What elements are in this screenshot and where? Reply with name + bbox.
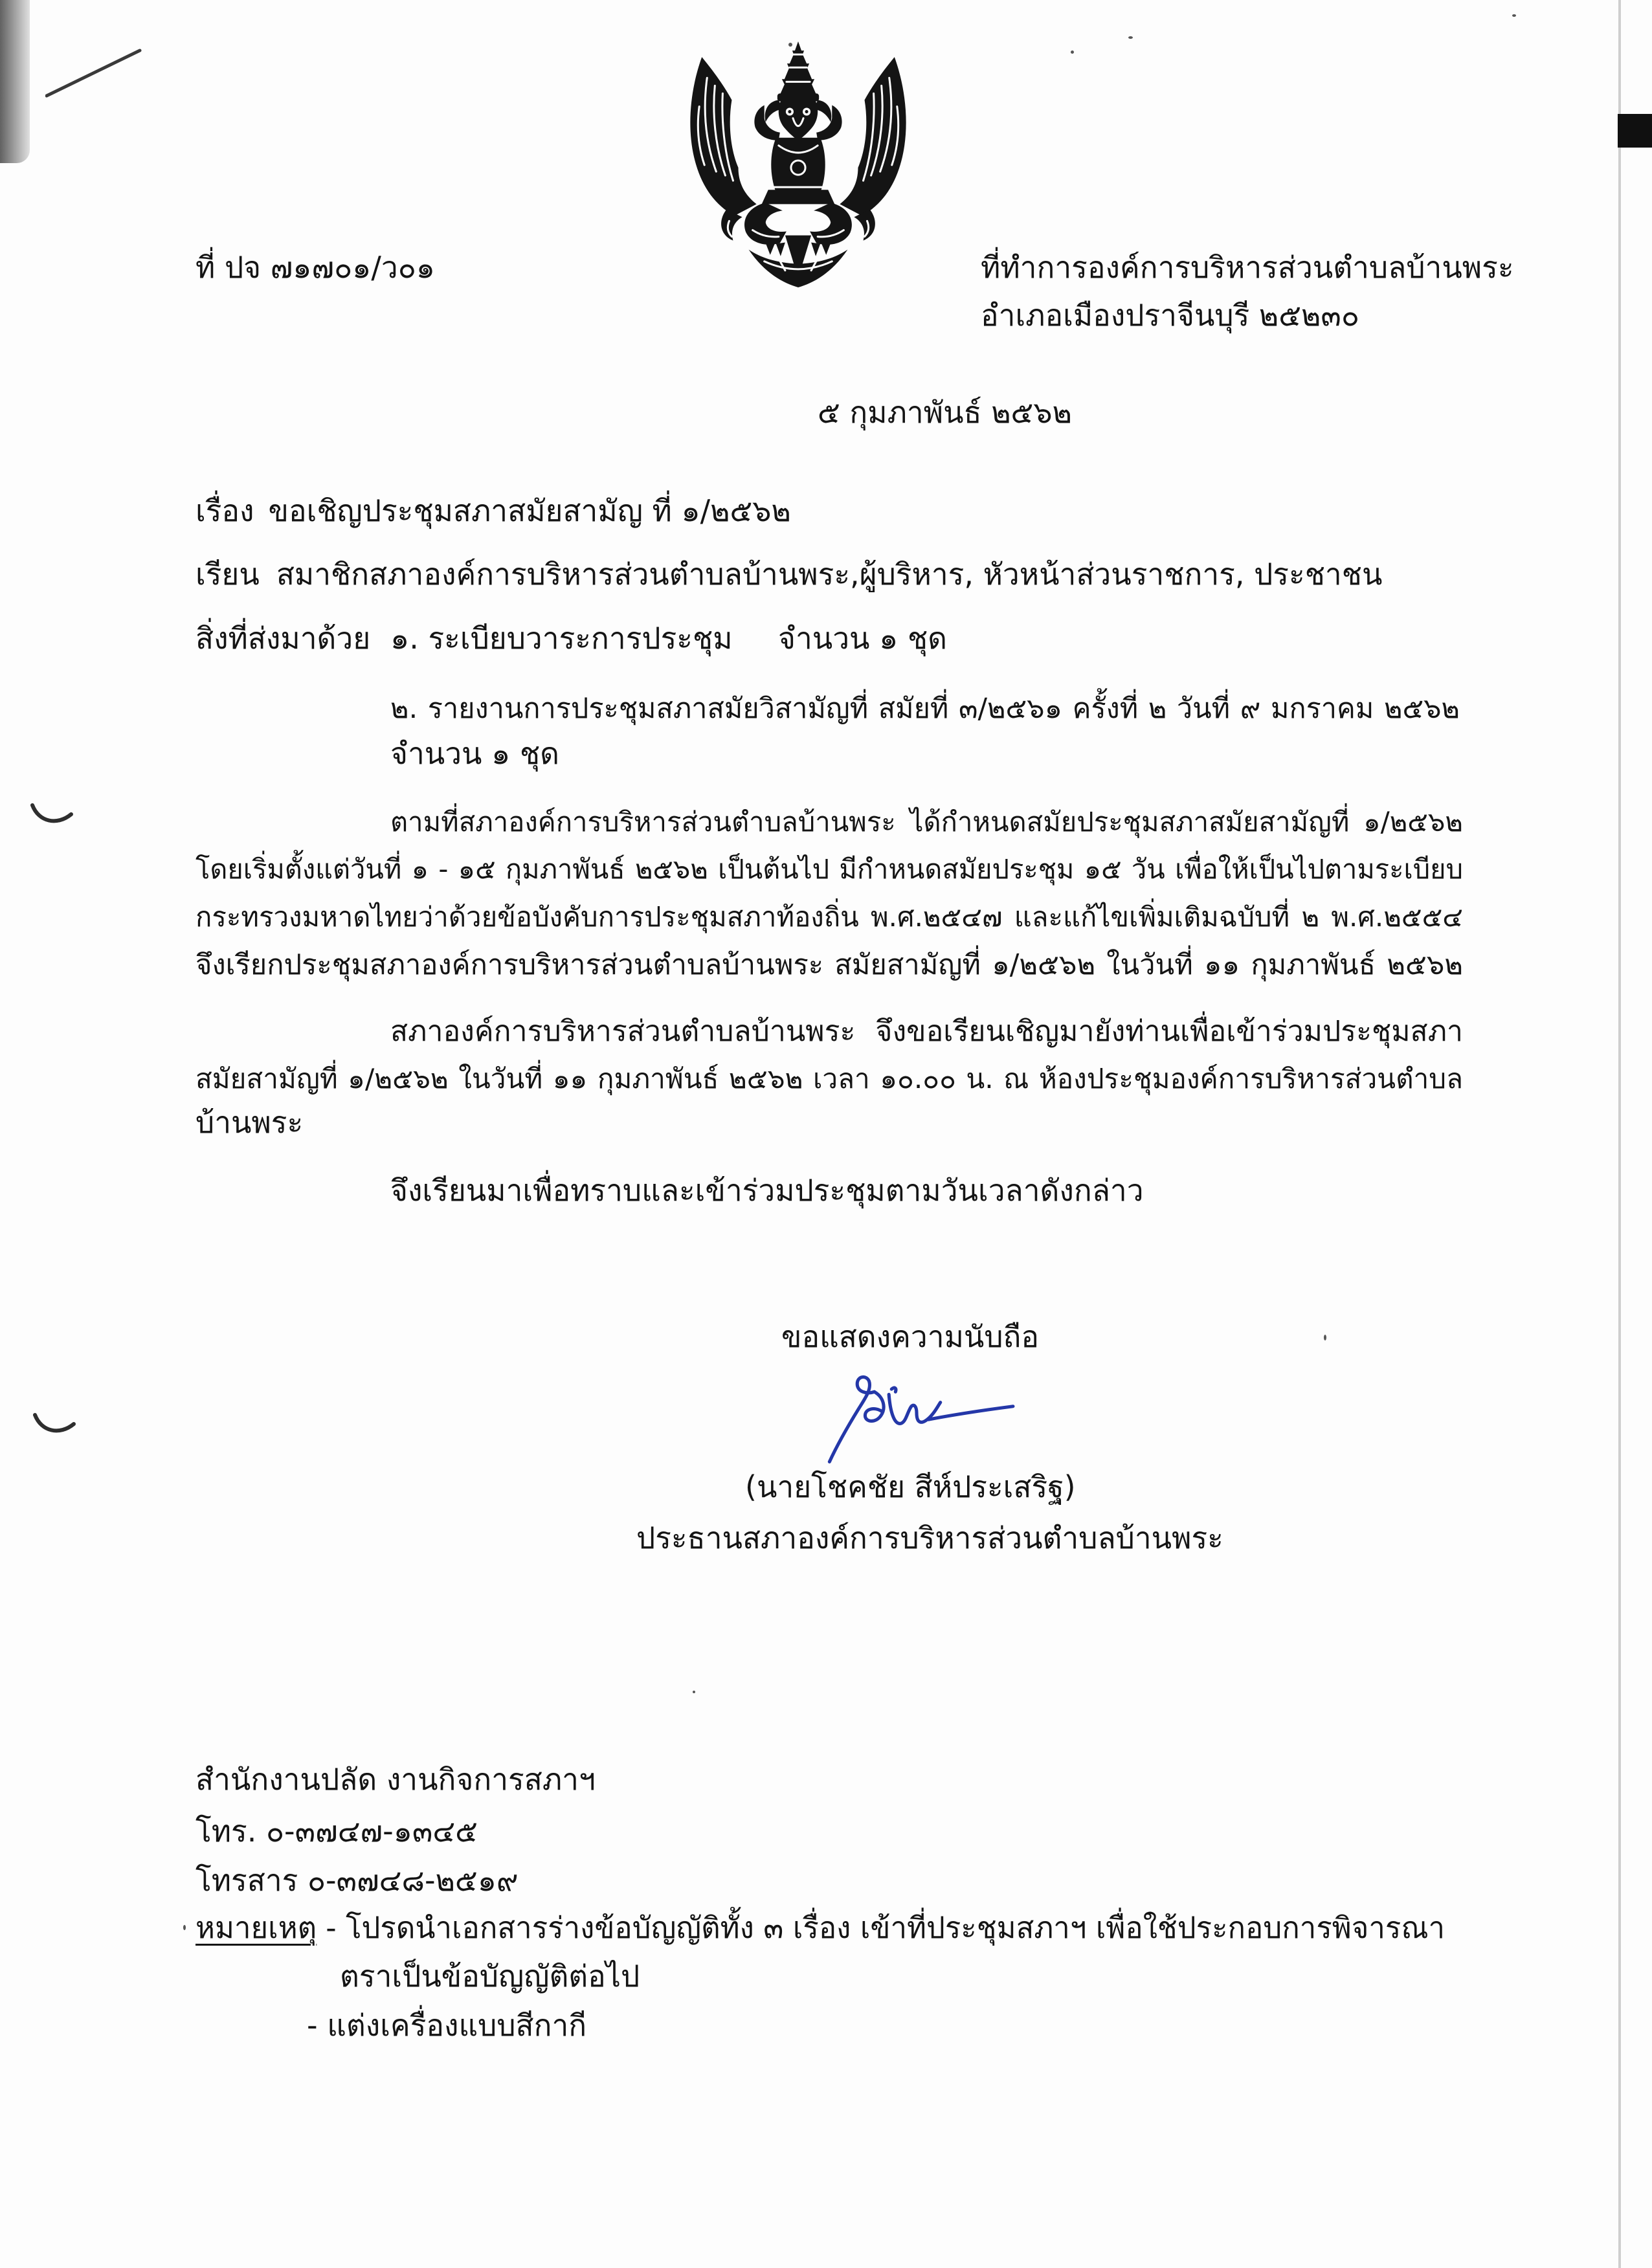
document-date: ๕ กุมภาพันธ์ ๒๕๖๒	[818, 395, 1072, 430]
recipient-text: สมาชิกสภาองค์การบริหารส่วนตำบลบ้านพระ,ผู้บริหาร, หัวหน้าส่วนราชการ, ประชาชน	[276, 557, 1383, 592]
scan-speck	[693, 1691, 695, 1693]
contact-fax: โทรสาร ๐-๓๗๔๘-๒๕๑๙	[195, 1863, 519, 1898]
reference-number: ที่ ปจ ๗๑๗๐๑/ว๐๑	[195, 250, 435, 285]
note-line	[195, 1906, 1458, 1951]
enclosure-item: ๑. ระเบียบวาระการประชุม	[390, 621, 733, 656]
subject-line	[195, 488, 1425, 533]
contact-office: สำนักงานปลัด งานกิจการสภาฯ	[195, 1762, 596, 1797]
office-address-line: ที่ทำการองค์การบริหารส่วนตำบลบ้านพระ	[981, 250, 1514, 285]
body-paragraph-line: กระทรวงมหาดไทยว่าด้วยข้อบังคับการประชุมสภาท้องถิ่น พ.ศ.๒๕๔๗ และแก้ไขเพิ่มเติมฉบับที่ ๒ พ.ศ.๒๕๕๔	[195, 901, 1463, 933]
signatory-position: ประธานสภาองค์การบริหารส่วนตำบลบ้านพระ	[636, 1520, 1223, 1555]
note-item: - โปรดนำเอกสารร่างข้อบัญญัติทั้ง ๓ เรื่อง เข้าที่ประชุมสภาฯ เพื่อใช้ประกอบการพิจารณา	[326, 1911, 1446, 1945]
pen-stroke-mark	[45, 47, 142, 98]
scan-edge-line	[1618, 0, 1621, 2268]
garuda-head	[779, 100, 818, 140]
subject-label: เรื่อง	[195, 493, 254, 528]
scan-speck	[1128, 36, 1133, 39]
note-item-continuation: ตราเป็นข้อบัญญัติต่อไป	[340, 1959, 640, 1994]
enclosure-item: ๒. รายงานการประชุมสภาสมัยวิสามัญที่ สมัยที่ ๓/๒๕๖๑ ครั้งที่ ๒ วันที่ ๙ มกราคม ๒๕๖๒	[390, 693, 1460, 725]
closing-salutation: ขอแสดงความนับถือ	[781, 1319, 1040, 1354]
hole-punch-mark	[32, 1411, 76, 1438]
note-item: - แต่งเครื่องแบบสีกากี	[307, 2008, 587, 2043]
body-paragraph-line: ตามที่สภาองค์การบริหารส่วนตำบลบ้านพระ ได้กำหนดสมัยประชุมสภาสมัยสามัญที่ ๑/๒๕๖๒	[390, 806, 1463, 838]
recipient-label: เรียน	[195, 557, 260, 592]
body-paragraph-line: สมัยสามัญที่ ๑/๒๕๖๒ ในวันที่ ๑๑ กุมภาพันธ์ ๒๕๖๒ เวลา ๑๐.๐๐ น. ณ ห้องประชุมองค์การบริหารส่วนตำบล	[195, 1063, 1463, 1095]
handwritten-signature	[818, 1364, 1016, 1465]
enclosure-quantity: จำนวน ๑ ชุด	[390, 736, 560, 771]
note-label: หมายเหตุ	[195, 1911, 317, 1945]
garuda-emblem	[687, 41, 909, 289]
recipient-line	[195, 551, 1463, 597]
contact-phone: โทร. ๐-๓๗๔๗-๑๓๔๕	[195, 1814, 478, 1849]
scan-speck	[183, 1925, 186, 1930]
signatory-name: (นายโชคชัย สีห์ประเสริฐ)	[745, 1469, 1076, 1504]
body-paragraph-line: จึงเรียนมาเพื่อทราบและเข้าร่วมประชุมตามวันเวลาดังกล่าว	[390, 1173, 1144, 1208]
enclosures-label: สิ่งที่ส่งมาด้วย	[195, 621, 371, 656]
scan-speck	[1324, 1335, 1326, 1340]
scan-speck	[1512, 14, 1516, 17]
subject-text: ขอเชิญประชุมสภาสมัยสามัญ ที่ ๑/๒๕๖๒	[268, 493, 791, 528]
office-address-line: อำเภอเมืองปราจีนบุรี ๒๕๒๓๐	[981, 298, 1359, 333]
scan-smear	[0, 0, 30, 163]
body-paragraph-line: สภาองค์การบริหารส่วนตำบลบ้านพระ จึงขอเรียนเชิญมายังท่านเพื่อเข้าร่วมประชุมสภา	[390, 1015, 1463, 1048]
body-paragraph-line: บ้านพระ	[195, 1105, 304, 1140]
body-paragraph-line: จึงเรียกประชุมสภาองค์การบริหารส่วนตำบลบ้านพระ สมัยสามัญที่ ๑/๒๕๖๒ ในวันที่ ๑๑ กุมภาพันธ์ ๒๕๖๒	[195, 949, 1463, 981]
enclosure-quantity: จำนวน ๑ ชุด	[778, 621, 948, 656]
scan-edge-block	[1618, 114, 1652, 148]
hole-punch-mark	[30, 801, 74, 828]
body-paragraph-line: โดยเริ่มตั้งแต่วันที่ ๑ - ๑๕ กุมภาพันธ์ ๒๕๖๒ เป็นต้นไป มีกำหนดสมัยประชุม ๑๕ วัน เพื่อให้เป็นไปตามระเบียบ	[195, 853, 1463, 885]
scan-speck	[1071, 50, 1074, 54]
